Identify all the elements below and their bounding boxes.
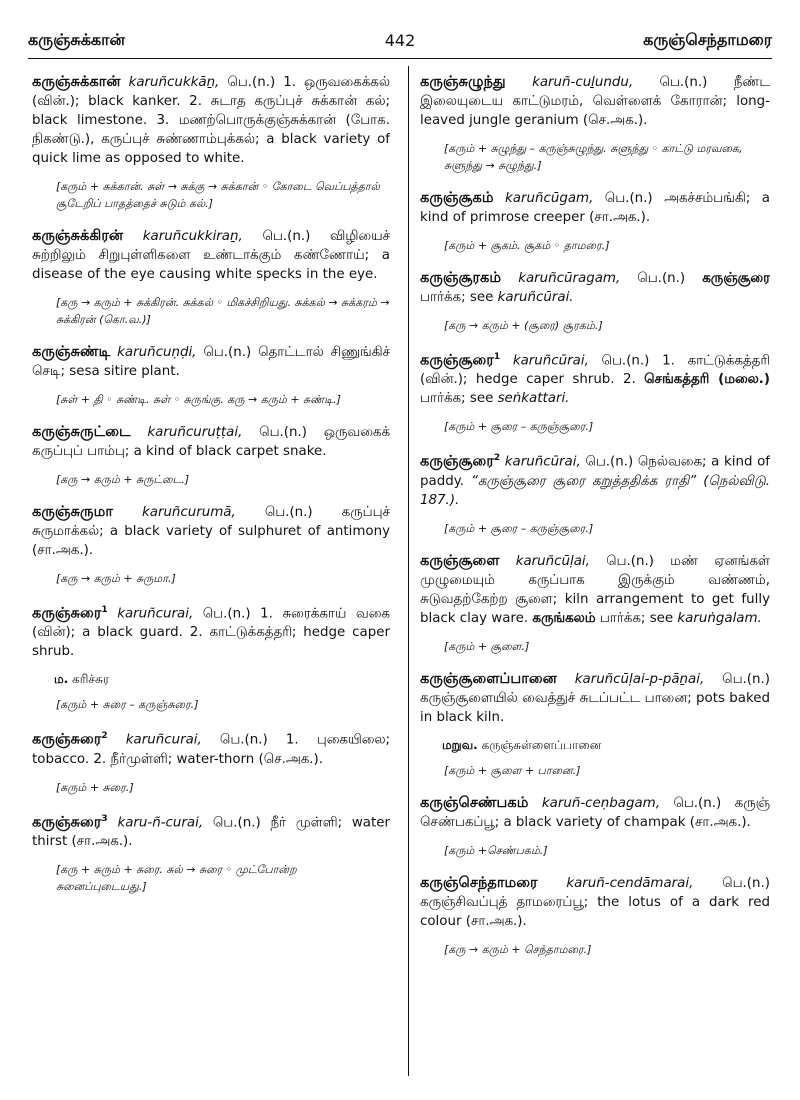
headword: கருஞ்சூகம் [420,189,494,206]
transliteration: karuñ-cendāmarai, [566,875,694,891]
header-left-guide-word: கருஞ்சுக்கான் [28,30,126,49]
transliteration: karuñcuṇḍi, [117,345,197,360]
transliteration: karuñcūgam, [505,191,594,206]
homograph-number: 1 [493,352,501,362]
synonym-note [442,737,770,754]
cognate-word: கரிச்சுர [72,672,110,687]
etymology: [கரும் + சுரை.] [56,780,134,794]
cross-reference-word: கருஞ்சூரை [702,271,770,286]
entry [420,669,770,727]
definition: பெ.(n.) [637,271,686,286]
page-number: 442 [384,31,416,50]
see-note: பார்க்க; see [420,290,494,305]
transliteration: karuñcūragam, [518,271,621,286]
entry [420,873,770,931]
etymology: [கரும் + சுரை – கருஞ்சுரை.] [56,698,199,712]
transliteration: karuñ-ceṇbagam, [541,795,660,811]
entry [420,348,770,408]
etymology: [கரும் + சூளை.] [444,639,530,653]
transliteration: karuñcurumā, [141,505,236,520]
entry [32,422,390,461]
see-note: பார்க்க; see [420,391,494,407]
etymology: [கரு → கரும் + சுருட்டை.] [56,473,190,486]
definition: பெ.(n.) ஒருவகைக் கருப்புப் பாம்பு; a kind of black carpet snake. [32,425,390,459]
synonym-word: கருஞ்சுள்ளைப்பானை [481,737,602,752]
cognate-tag: ம. [54,672,69,687]
etymology: [கரும் + சூரை – கருஞ்சூரை.] [444,521,594,535]
definition: பெ.(n.) விழியைச் சுற்றிலும் சிறுபுள்ளிகளை உண்டாக்கும் கண்ணோய்; a disease of the eye causing white specks in the eye. [32,229,390,282]
transliteration: karuñ-cuḻundu, [532,75,634,90]
entry [32,226,390,284]
headword: கருஞ்சூரகம் [420,269,502,286]
transliteration: karuñcūḷai-p-pāṉai, [574,671,705,687]
entry [32,810,390,851]
definition: பெ.(n.) மண் ஏனங்கள் முழுமையும் கருப்பாக இருக்கும் வண்ணம், சுடுவதற்கேற்ற சூளை; kiln arrangement to get fully black clay ware. [420,553,770,626]
synonym-tag: மறுவ. [442,737,478,752]
entry [32,502,390,560]
transliteration: karu-ñ-curai, [117,815,204,831]
definition: பெ.(n.) நீர் முள்ளி; water thirst (சா.அக.). [32,815,390,850]
headword: கருஞ்செண்பகம் [420,793,529,811]
definition: பெ.(n.) 1. காட்டுக்கத்தரி (வின்.); hedge caper shrub. 2. [420,353,770,388]
see-transliteration: karuṅgalam. [677,610,762,626]
headword: கருஞ்செந்தாமரை [420,873,538,891]
header-right-guide-word: கருஞ்செந்தாமரை [643,30,772,49]
etymology: [கரும் + சூளை + பானை.] [444,763,581,777]
entry [420,188,770,227]
entry [420,72,770,130]
transliteration: karuñcukkiraṉ, [142,229,243,244]
cross-reference-word: கருங்கலம் [532,610,596,626]
entry [32,601,390,661]
definition: பெ.(n.) கருஞ்சூளையில் வைத்துச் சுடப்பட்ட பானை; pots baked in black kiln. [420,671,770,725]
etymology: [கரு → கரும் + (சூரை) சூரகம்.] [444,319,603,332]
etymology: [கரு + சுரும் + சுரை. சுல் → சுரை ◦ முட்போன்ற சுனைப்புடையது.] [56,863,297,894]
headword: கருஞ்சூளை [420,551,500,569]
entry [420,793,770,832]
definition: பெ.(n.) நெல்வகை; a kind of paddy. [420,454,770,489]
homograph-number: 2 [101,731,108,742]
headword: கருஞ்சுரை [32,730,102,748]
definition: பெ.(n.) 1. சுரைக்காய் வகை (வின்); a black guard. 2. காட்டுக்கத்தரி; hedge caper shrub. [32,606,390,660]
headword: கருஞ்சுரை [32,813,102,831]
transliteration: karuñcūḷai, [515,553,590,569]
entry [420,551,770,628]
headword: கருஞ்சுரை [32,604,102,622]
etymology: [கரும் + சூகம். சூகம் ◦ தாமரை.] [444,239,610,252]
etymology: [கரு → கரும் + சுக்கிரன். சுக்கல் ◦ மிகச்சிறியது. சுக்கல் → சுக்கரம் → சுக்கிரன் (கொ.வ.)] [56,296,390,326]
definition: பெ.(n.) கருஞ்சிவப்புத் தாமரைப்பூ; the lotus of a dark red colour (சா.அக.). [420,875,770,929]
entry [420,449,770,509]
etymology: [சுள் + தி ◦ சுண்டி. சுள் ◦ சுருங்கு. கரு → கரும் + சுண்டி.] [56,393,341,406]
entry [32,727,390,768]
definition: பெ.(n.) அகச்சம்பங்கி; a kind of primrose creeper (சா.அக.). [420,191,770,225]
definition: பெ.(n.) கருப்புச் சுருமாக்கல்; a black variety of sulphuret of antimony (சா.அக.). [32,505,390,558]
headword: கருஞ்சுருமா [32,503,113,520]
etymology: [கரும் + சுழுந்து – கருஞ்சுழுந்து. சுளுந்து ◦ காட்டு மரவகை, சுளுந்து → சுழுந்து.] [444,142,743,172]
homograph-number: 2 [493,453,501,464]
cross-reference-word: செங்கத்தரி (மலை.) [644,372,770,388]
column-divider [408,66,409,1076]
transliteration: karuñcurai, [125,732,202,748]
entry [420,268,770,307]
definition: பெ.(n.) தொட்டால் சிணுங்கிச் செடி; sesa sitire plant. [32,345,390,379]
headword: கருஞ்சூரை [420,452,494,470]
homograph-number: 3 [101,813,108,824]
transliteration: karuñcurai, [117,606,194,622]
citation-quote: “கருஞ்சூரை சூரை கறுத்ததிக்க ராதி” (நெல்விடு. 187.). [420,473,770,508]
transliteration: karuñcukkāṉ, [128,75,220,90]
transliteration: karuñcuruṭṭai, [147,425,243,440]
definition: பெ.(n.) கருஞ் செண்பகப்பூ; a black variety of champak (சா.அக.). [420,795,770,830]
headword: கருஞ்சுருட்டை [32,423,131,440]
right-column [420,72,770,1082]
etymology: [கரும் + சுக்கான். சுள் → சுக்கு → சுக்கான் ◦ கோடை வெப்பத்தால் சூடேறிப் பாதத்தைச் சுடும் கல்.] [56,180,380,210]
definition: பெ.(n.) 1. ஒருவகைக்கல் (வின்.); black kanker. 2. சுடாத கருப்புச் சுக்கான் கல்; black limestone. 3. மணற்பொருக்குஞ்சுக்கான் (போக. நிகண்டு.), கருப்புச் சுண்ணாம்புக்கல்; a black variety of quick lime as opposed to white. [32,75,390,166]
headword: கருஞ்சூரை [420,351,494,369]
running-header [28,28,772,59]
headword: கருஞ்சுக்கான் [32,73,121,90]
etymology: [கரும் + சூரை – கருஞ்சூரை.] [444,420,594,434]
definition: பெ.(n.) நீண்ட இலையுடைய காட்டுமரம், வெள்ளைக் கோரான்; long-leaved jungle geranium (செ.அக.). [420,75,770,128]
etymology: [கரு → கரும் + செந்தாமரை.] [444,942,592,956]
headword: கருஞ்சூளைப்பானை [420,669,557,687]
left-column [32,72,390,1082]
entry [32,342,390,381]
cognate-note [54,671,390,688]
headword: கருஞ்சுக்கிரன் [32,227,124,244]
see-transliteration: seṅkattari. [497,391,570,407]
headword: கருஞ்சுழுந்து [420,73,506,90]
transliteration: karuñcūrai, [512,353,589,369]
headword: கருஞ்சுண்டி [32,343,111,360]
entry [32,72,390,168]
homograph-number: 1 [101,605,108,615]
etymology: [கரும் +செண்பகம்.] [444,843,548,857]
etymology: [கரு → கரும் + சுருமா.] [56,572,176,585]
see-transliteration: karuñcūrai. [497,290,574,305]
definition: பெ.(n.) 1. புகையிலை; tobacco. 2. நீர்முள்ளி; water-thorn (செ.அக.). [32,732,390,767]
see-note: பார்க்க; see [599,610,674,626]
transliteration: karuñcūrai, [504,454,581,470]
